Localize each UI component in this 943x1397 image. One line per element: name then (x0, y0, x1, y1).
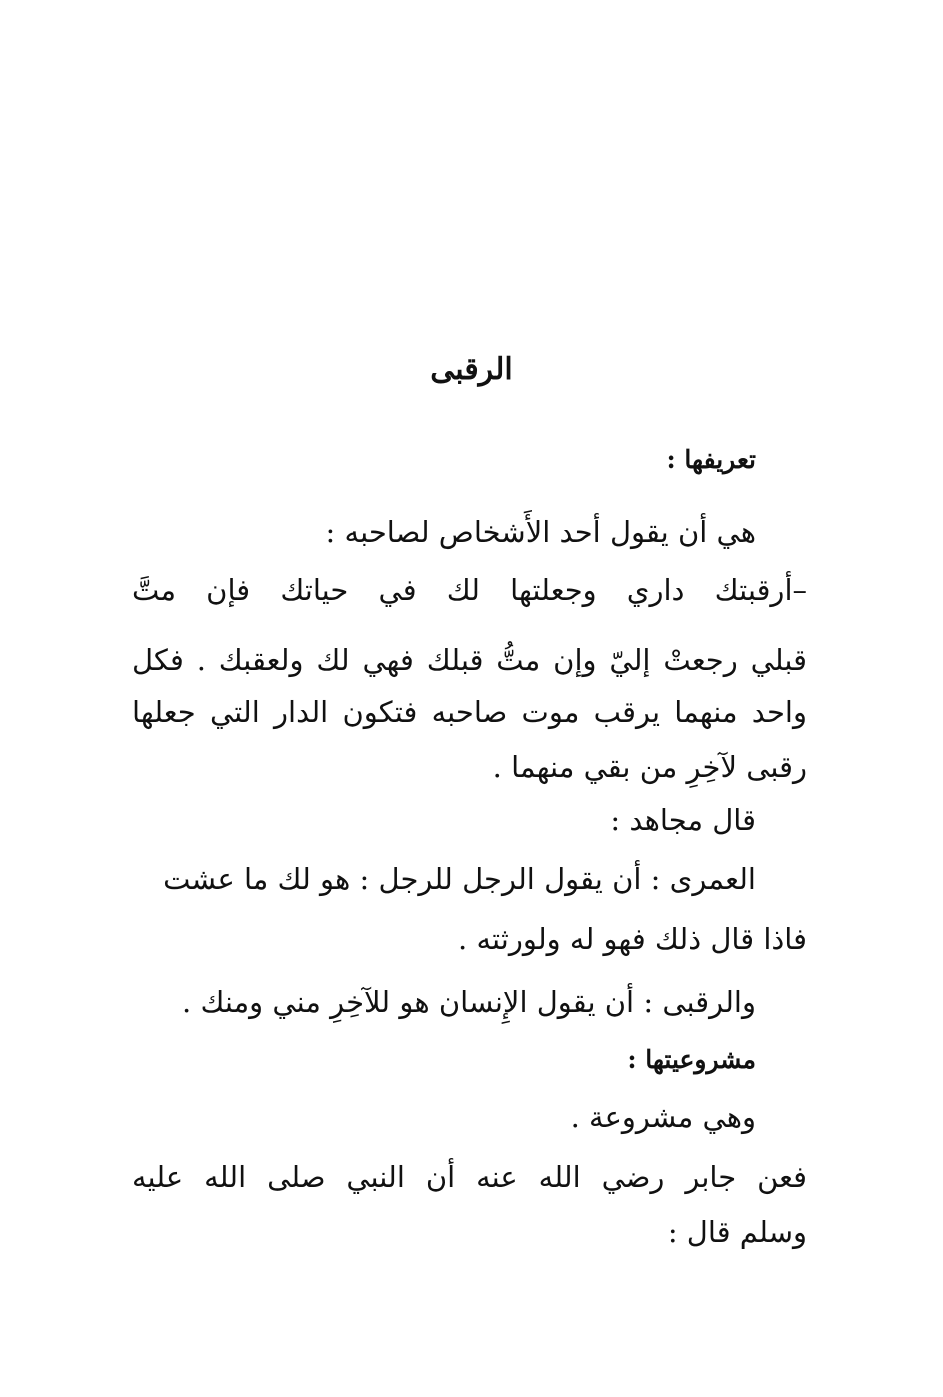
text-line: فعن جابر رضي الله عنه أن النبي صلى الله عليه (132, 1160, 807, 1194)
text-line: قال مجاهد : (610, 803, 756, 837)
legitimacy-heading: مشروعيتها : (627, 1045, 756, 1074)
text-line: رقبى لآخِرِ من بقي منهما . (492, 750, 807, 784)
page-title: الرقبى (430, 352, 513, 387)
text-line: وسلم قال : (667, 1215, 807, 1249)
text-line: –أرقبتك داري وجعلتها لك في حياتك فإن متَّ (132, 573, 807, 607)
text-line: فاذا قال ذلك فهو له ولورثته . (458, 922, 807, 956)
definition-heading: تعريفها : (666, 445, 756, 474)
text-line: قبلي رجعتْ إليّ وإن متُّ قبلك فهي لك ولعقبك . فكل (132, 643, 807, 677)
text-line: واحد منهما يرقب موت صاحبه فتكون الدار التي جعلها (132, 695, 807, 729)
text-line: العمرى : أن يقول الرجل للرجل : هو لك ما عشت (163, 862, 756, 896)
text-line: والرقبى : أن يقول الإِنسان هو للآخِرِ مني ومنك . (182, 985, 756, 1019)
text-line: وهي مشروعة . (570, 1100, 756, 1134)
text-line: هي أن يقول أحد الأَشخاص لصاحبه : (325, 515, 756, 549)
